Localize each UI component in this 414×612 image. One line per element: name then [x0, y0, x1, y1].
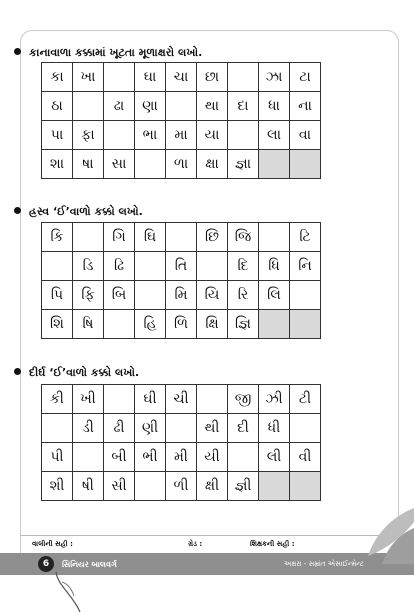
grade-label: ગ્રેડ :	[188, 540, 203, 548]
shaded-cell[interactable]	[290, 472, 321, 501]
letter-cell: લા	[259, 121, 290, 150]
letter-cell: મા	[166, 121, 197, 150]
letter-cell: ટા	[290, 63, 321, 92]
blank-cell[interactable]	[42, 414, 73, 443]
letter-cell: ધી	[259, 414, 290, 443]
letter-cell: ઘી	[135, 385, 166, 414]
leaf-decoration-icon	[354, 498, 414, 568]
shaded-cell[interactable]	[290, 150, 321, 179]
letter-cell: વા	[290, 121, 321, 150]
letter-cell: દી	[228, 414, 259, 443]
bullet-icon	[14, 368, 21, 375]
letter-cell: લિ	[259, 281, 290, 310]
section-title	[14, 205, 143, 219]
series-name: સિનિયર બાલવર્ગ	[62, 560, 117, 569]
letter-cell: યિ	[197, 281, 228, 310]
letter-cell: નિ	[290, 252, 321, 281]
blank-cell[interactable]	[290, 281, 321, 310]
blank-cell[interactable]	[73, 443, 104, 472]
grid-row	[42, 150, 321, 179]
letter-cell: છિ	[197, 223, 228, 252]
blank-cell[interactable]	[197, 385, 228, 414]
letter-cell: ગિ	[104, 223, 135, 252]
letter-grid	[41, 62, 321, 179]
letter-cell: પિ	[42, 281, 73, 310]
letter-cell: જી	[228, 385, 259, 414]
shaded-cell[interactable]	[290, 310, 321, 339]
bullet-icon	[14, 207, 21, 214]
letter-cell: ખી	[73, 385, 104, 414]
letter-cell: છા	[197, 63, 228, 92]
letter-cell: ચી	[166, 385, 197, 414]
letter-cell: ના	[290, 92, 321, 121]
letter-cell: ભા	[135, 121, 166, 150]
letter-cell: ફા	[73, 121, 104, 150]
blank-cell[interactable]	[135, 472, 166, 501]
grid-row	[42, 281, 321, 310]
letter-cell: ક્ષી	[197, 472, 228, 501]
letter-cell: જ્ઞી	[228, 472, 259, 501]
letter-cell: યા	[197, 121, 228, 150]
blank-cell[interactable]	[228, 121, 259, 150]
letter-cell: મિ	[166, 281, 197, 310]
blank-cell[interactable]	[135, 252, 166, 281]
blank-cell[interactable]	[197, 252, 228, 281]
footer-divider	[20, 535, 380, 536]
bullet-icon	[14, 48, 21, 55]
section-title-text: કાનાવાળા કક્કામાં ખૂટતા મૂળાક્ષરો લખો.	[29, 46, 203, 59]
section-title-text: દીર્ઘ ‘ઈ’વાળો કક્કો લખો.	[29, 366, 140, 379]
parent-signature-label: વાલીની સહી :	[32, 540, 73, 548]
letter-cell: બી	[104, 443, 135, 472]
grid-row	[42, 414, 321, 443]
blank-cell[interactable]	[166, 223, 197, 252]
letter-cell: શી	[42, 472, 73, 501]
letter-cell: રિ	[228, 281, 259, 310]
section-title	[14, 46, 202, 60]
letter-cell: વી	[290, 443, 321, 472]
letter-cell: બિ	[104, 281, 135, 310]
letter-cell: ઝા	[259, 63, 290, 92]
blank-cell[interactable]	[42, 252, 73, 281]
letter-cell: શા	[42, 150, 73, 179]
letter-cell: કી	[42, 385, 73, 414]
letter-cell: મી	[166, 443, 197, 472]
letter-cell: સી	[104, 472, 135, 501]
letter-cell: જ્ઞા	[228, 150, 259, 179]
letter-cell: ષા	[73, 150, 104, 179]
section-title	[14, 366, 139, 380]
letter-cell: લી	[259, 443, 290, 472]
letter-cell: ઢી	[104, 414, 135, 443]
letter-cell: ઝી	[259, 385, 290, 414]
grid-row	[42, 472, 321, 501]
letter-cell: ઠા	[42, 92, 73, 121]
grid-row	[42, 443, 321, 472]
letter-cell: જિ	[228, 223, 259, 252]
letter-cell: ઘિ	[135, 223, 166, 252]
grid-row	[42, 385, 321, 414]
blank-cell[interactable]	[166, 414, 197, 443]
letter-cell: થા	[197, 92, 228, 121]
letter-cell: ડિ	[73, 252, 104, 281]
grid-row	[42, 310, 321, 339]
grid-row	[42, 252, 321, 281]
blank-cell[interactable]	[73, 92, 104, 121]
letter-cell: ધા	[259, 92, 290, 121]
letter-cell: ફિ	[73, 281, 104, 310]
teacher-signature-label: શિક્ષકની સહી :	[250, 540, 295, 548]
letter-cell: દા	[228, 92, 259, 121]
shaded-cell[interactable]	[259, 472, 290, 501]
letter-cell: ળા	[166, 150, 197, 179]
blank-cell[interactable]	[135, 281, 166, 310]
letter-cell: તિ	[166, 252, 197, 281]
letter-cell: દિ	[228, 252, 259, 281]
letter-cell: ક્ષા	[197, 150, 228, 179]
letter-cell: કા	[42, 63, 73, 92]
letter-cell: ભી	[135, 443, 166, 472]
blank-cell[interactable]	[104, 121, 135, 150]
letter-cell: ખા	[73, 63, 104, 92]
grid-row	[42, 63, 321, 92]
blank-cell[interactable]	[259, 223, 290, 252]
letter-cell: ટિ	[290, 223, 321, 252]
letter-cell: ચા	[166, 63, 197, 92]
letter-cell: શિ	[42, 310, 73, 339]
letter-cell: ણા	[135, 92, 166, 121]
grid-row	[42, 223, 321, 252]
letter-cell: ણી	[135, 414, 166, 443]
letter-cell: ક્ષિ	[197, 310, 228, 339]
letter-cell: ષિ	[73, 310, 104, 339]
letter-cell: સા	[104, 150, 135, 179]
letter-cell: ટી	[290, 385, 321, 414]
letter-cell: હિ	[135, 310, 166, 339]
letter-cell: યી	[197, 443, 228, 472]
section-title-text: હ્રસ્વ ‘ઈ’વાળો કક્કો લખો.	[29, 205, 143, 218]
letter-cell: ઢિ	[104, 252, 135, 281]
letter-cell: ળિ	[166, 310, 197, 339]
blank-cell[interactable]	[135, 150, 166, 179]
stem-decoration-icon	[50, 572, 100, 612]
blank-cell[interactable]	[104, 385, 135, 414]
blank-cell[interactable]	[73, 223, 104, 252]
page-number-badge: 6	[38, 556, 54, 572]
blank-cell[interactable]	[104, 63, 135, 92]
letter-cell: કિ	[42, 223, 73, 252]
letter-cell: ઘા	[135, 63, 166, 92]
letter-cell: ડી	[73, 414, 104, 443]
grid-row	[42, 121, 321, 150]
letter-grid	[41, 384, 321, 501]
blank-cell[interactable]	[290, 414, 321, 443]
blank-cell[interactable]	[166, 92, 197, 121]
blank-cell[interactable]	[228, 443, 259, 472]
letter-cell: પી	[42, 443, 73, 472]
letter-cell: થી	[197, 414, 228, 443]
letter-cell: પા	[42, 121, 73, 150]
blank-cell[interactable]	[104, 310, 135, 339]
shaded-cell[interactable]	[259, 150, 290, 179]
grid-row	[42, 92, 321, 121]
letter-cell: ઢા	[104, 92, 135, 121]
shaded-cell[interactable]	[259, 310, 290, 339]
letter-cell: ષી	[73, 472, 104, 501]
blank-cell[interactable]	[228, 63, 259, 92]
letter-cell: જ્ઞિ	[228, 310, 259, 339]
letter-cell: ધિ	[259, 252, 290, 281]
letter-grid	[41, 222, 321, 339]
publisher-name: અક્ષરા - સમ્રાંત એસાઈન્મેન્ટ	[283, 560, 364, 568]
letter-cell: ળી	[166, 472, 197, 501]
